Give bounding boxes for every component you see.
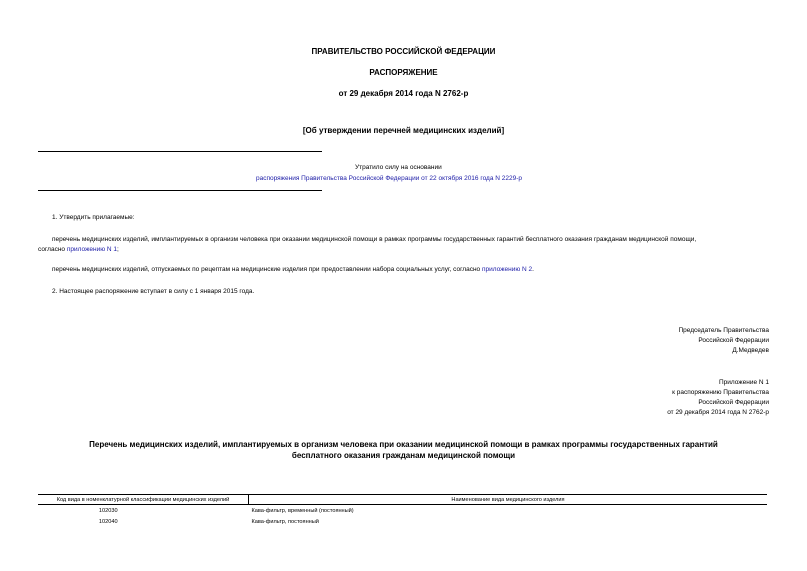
repeal-link[interactable]: распоряжения Правительства Российской Федерации от 22 октября 2016 года N 2229-р — [256, 175, 522, 182]
table-row — [38, 505, 767, 517]
paragraph-3-suffix: . — [532, 266, 534, 273]
divider-top — [38, 151, 322, 152]
medical-devices-table — [38, 494, 767, 527]
cell-name: Кава-фильтр, постоянный — [251, 518, 319, 525]
signature-name: Д.Медведев — [732, 347, 769, 354]
appendix-1-link[interactable]: приложению N 1 — [66, 246, 117, 253]
appendix-title-line-1: Перечень медицинских изделий, имплантируемых в организм человека при оказании медицинской помощи в рамках программы государственных гарантий — [89, 440, 718, 449]
table-header-row — [38, 495, 767, 505]
cell-code: 102030 — [98, 507, 118, 514]
document-subject: [Об утверждении перечней медицинских изделий] — [302, 126, 505, 135]
government-title: ПРАВИТЕЛЬСТВО РОССИЙСКОЙ ФЕДЕРАЦИИ — [311, 47, 496, 56]
column-header-code: Код вида в номенклатурной классификации медицинских изделий — [38, 495, 249, 505]
cell-code: 102040 — [98, 518, 118, 525]
appendix-title-line-2: бесплатного оказания гражданам медицинской помощи — [291, 451, 516, 460]
paragraph-1: 1. Утвердить прилагаемые: — [52, 214, 135, 221]
cell-name: Кава-фильтр, временный (постоянный) — [251, 507, 354, 514]
paragraph-4: 2. Настоящее распоряжение вступает в силу с 1 января 2015 года. — [52, 288, 255, 295]
paragraph-2-ref — [38, 245, 119, 255]
paragraph-3 — [52, 265, 534, 275]
divider-bottom — [38, 190, 322, 191]
document-type: РАСПОРЯЖЕНИЕ — [369, 68, 438, 77]
column-header-name: Наименование вида медицинского изделия — [249, 495, 768, 505]
signature-country: Российской Федерации — [698, 337, 769, 344]
appendix-2-link[interactable]: приложению N 2 — [481, 266, 533, 273]
document-date: от 29 декабря 2014 года N 2762-р — [338, 89, 469, 98]
appendix-ref-date: от 29 декабря 2014 года N 2762-р — [667, 409, 769, 416]
appendix-ref-1: к распоряжению Правительства — [672, 389, 769, 396]
paragraph-2-prefix: согласно — [38, 246, 67, 253]
appendix-label: Приложение N 1 — [718, 379, 769, 386]
paragraph-2-text: перечень медицинских изделий, имплантируемых в организм человека при оказании медицинской помощи в рамках программы государственных гарантий бесплатного оказания гражданам медицинской помощи, — [52, 236, 697, 243]
repeal-notice: Утратило силу на основании — [355, 164, 442, 171]
appendix-ref-2: Российской Федерации — [698, 399, 769, 406]
paragraph-3-text: перечень медицинских изделий, отпускаемых по рецептам на медицинские изделия при предоставлении набора социальных услуг, согласно — [52, 266, 482, 273]
table-row — [38, 516, 767, 527]
signature-position: Председатель Правительства — [678, 327, 769, 334]
paragraph-2-suffix: ; — [117, 246, 119, 253]
